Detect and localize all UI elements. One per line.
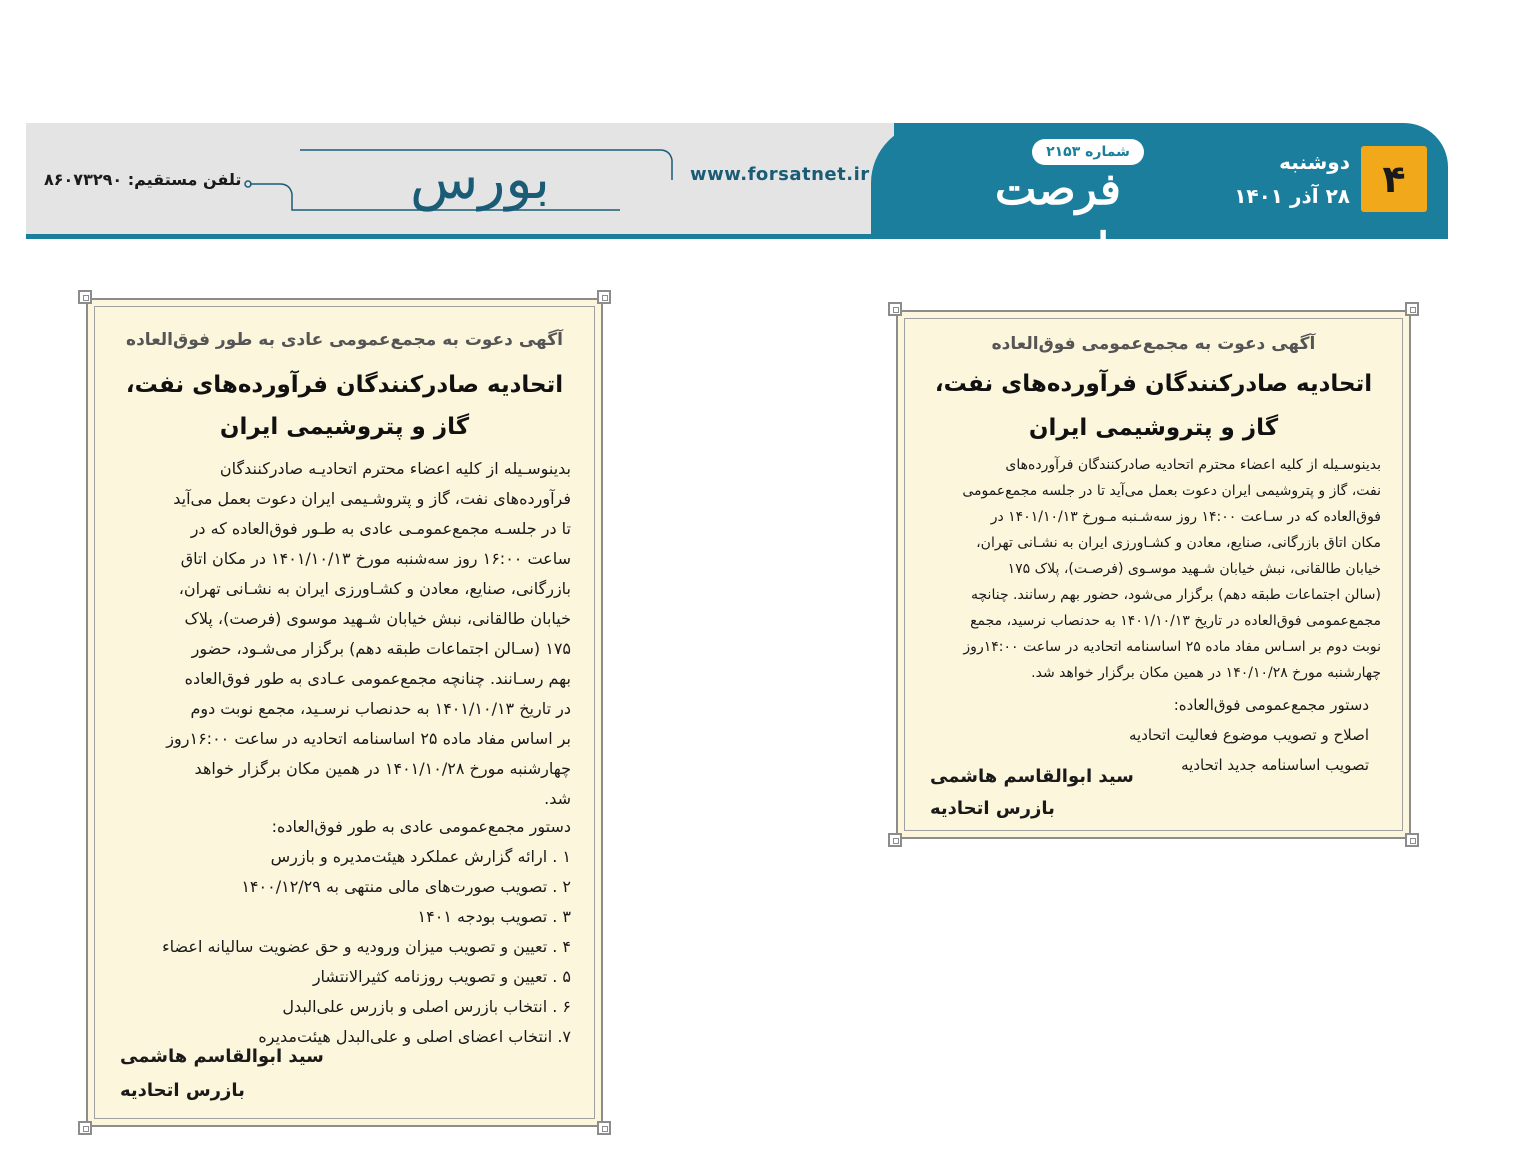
issue-number: شماره ۲۱۵۳	[1032, 139, 1144, 165]
agenda-item: ۶ . انتخاب بازرس اصلی و بازرس علی‌البدل	[282, 997, 571, 1016]
notice-title-line: گاز و پتروشیمی ایران	[219, 414, 470, 440]
signer-name: سید ابوالقاسم هاشمی	[120, 1046, 324, 1067]
notice-subtitle: آگهی دعوت به مجمع‌عمومی عادی به طور فوق‌العاده	[126, 330, 563, 350]
body-line: بدینوسـیله از کلیه اعضاء محترم اتحادیـه صادرکنندگان	[219, 459, 571, 478]
corner-ornament-icon	[597, 290, 611, 304]
agenda-item: ۳ . تصویب بودجه ۱۴۰۱	[417, 907, 571, 926]
body-line: فوق‌العاده که در سـاعت ۱۴:۰۰ روز سه‌شـنبه مـورخ ۱۴۰۱/۱۰/۱۳ در	[990, 509, 1381, 525]
notice-extraordinary-assembly	[896, 310, 1411, 839]
agenda-item: ۷. انتخاب اعضای اصلی و علی‌البدل هیئت‌مدیره	[258, 1027, 571, 1046]
issue-date: ۲۸ آذر ۱۴۰۱	[1234, 184, 1350, 208]
agenda-list	[116, 812, 571, 1052]
body-line: خیابان طالقانی، نبش خیابان شـهید موسـوی (فرصـت)، پلاک ۱۷۵	[1007, 561, 1381, 577]
body-line: شد.	[544, 789, 571, 808]
header-underline	[26, 234, 1448, 239]
notice-title	[918, 362, 1389, 450]
notice-title-line: اتحادیه صادرکنندگان فرآورده‌های نفت،	[934, 371, 1373, 397]
agenda-item: ۲ . تصویب صورت‌های مالی منتهی به ۱۴۰۰/۱۲/۲۹	[241, 877, 571, 896]
body-line: در تاریخ ۱۴۰۱/۱۰/۱۳ به حدنصاب نرسـید، مجمع نوبت دوم	[190, 699, 571, 718]
agenda-item: ۱ . ارائه گزارش عملکرد هیئت‌مدیره و بازرس	[270, 847, 571, 866]
body-line: بر اساس مفاد ماده ۲۵ اساسنامه اتحادیه در ساعت ۱۶:۰۰روز	[166, 729, 571, 748]
body-line: بدینوسـیله از کلیه اعضاء محترم اتحادیه صادرکنندگان فرآورده‌های	[1005, 457, 1381, 473]
body-line: مجمع‌عمومی فوق‌العاده در تاریخ ۱۴۰۱/۱۰/۱۳ به حدنصاب نرسید، مجمع	[970, 613, 1381, 629]
body-line: بازرگانی، صنایع، معادن و کشـاورزی ایران به نشـانی تهران،	[178, 579, 571, 598]
body-line: مکان اتاق بازرگانی، صنایع، معادن و کشـاورزی ایران به نشـانی تهران،	[976, 535, 1381, 551]
section-title: بورس	[410, 147, 550, 212]
notice-ordinary-assembly	[86, 298, 603, 1127]
signer-role: بازرس اتحادیه	[930, 798, 1055, 819]
body-line: فرآورده‌های نفت، گاز و پتروشـیمی ایران دعوت بعمل می‌آید	[173, 489, 571, 508]
body-line: بهم رسـانند. چنانچه مجمع‌عمومی عـادی به طور فوق‌العاده	[184, 669, 571, 688]
corner-ornament-icon	[1405, 833, 1419, 847]
corner-ornament-icon	[1405, 302, 1419, 316]
agenda-item: تصویب اساسنامه جدید اتحادیه	[1181, 756, 1369, 774]
direct-phone: تلفن مستقیم: ۸۶۰۷۳۲۹۰	[44, 170, 242, 189]
corner-ornament-icon	[888, 302, 902, 316]
website-link[interactable]: www.forsatnet.ir	[690, 164, 870, 185]
notice-body	[928, 452, 1381, 686]
body-line: نفت، گاز و پتروشیمی ایران دعوت بعمل می‌آید تا در جلسه مجمع‌عمومی	[962, 483, 1381, 499]
notice-title-line: گاز و پتروشیمی ایران	[1028, 415, 1279, 441]
body-line: چهارشنبه مورخ ۱۴۰/۱۰/۲۸ در همین مکان برگزار خواهد شد.	[1031, 665, 1381, 681]
agenda-item: ۵ . تعیین و تصویب روزنامه کثیرالانتشار	[312, 967, 571, 986]
body-line: چهارشنبه مورخ ۱۴۰۱/۱۰/۲۸ در همین مکان برگزار خواهد	[194, 759, 571, 778]
corner-ornament-icon	[78, 1121, 92, 1135]
agenda-title: دستور مجمع‌عمومی فوق‌العاده:	[1173, 696, 1369, 714]
weekday: دوشنبه	[1279, 150, 1350, 174]
corner-ornament-icon	[597, 1121, 611, 1135]
body-line: تا در جلسـه مجمع‌عمومـی عادی به طـور فوق‌العاده که در	[190, 519, 571, 538]
corner-ornament-icon	[78, 290, 92, 304]
page-number: ۴	[1361, 146, 1427, 212]
agenda-item: اصلاح و تصویب موضوع فعالیت اتحادیه	[1129, 726, 1369, 744]
notice-body	[116, 454, 571, 814]
body-line: ۱۷۵ (سـالن اجتماعات طبقه دهم) برگزار می‌شـود، حضور	[191, 639, 571, 658]
notice-title	[108, 364, 581, 448]
signer-role: بازرس اتحادیه	[120, 1080, 245, 1101]
newspaper-logo: فرصت امروز	[995, 164, 1121, 275]
agenda-item: ۴ . تعیین و تصویب میزان ورودیه و حق عضویت سالیانه اعضاء	[162, 937, 571, 956]
notice-subtitle: آگهی دعوت به مجمع‌عمومی فوق‌العاده	[991, 334, 1316, 354]
body-line: ساعت ۱۶:۰۰ روز سه‌شنبه مورخ ۱۴۰۱/۱۰/۱۳ در مکان اتاق	[180, 549, 571, 568]
notice-title-line: اتحادیه صادرکنندگان فرآورده‌های نفت،	[125, 372, 564, 398]
body-line: خیابان طالقانی، نبش خیابان شـهید موسوی (فرصت)، پلاک	[184, 609, 571, 628]
corner-ornament-icon	[888, 833, 902, 847]
body-line: نوبت دوم بر اسـاس مفاد ماده ۲۵ اساسنامه اتحادیه در ساعت ۱۴:۰۰روز	[963, 639, 1381, 655]
signer-name: سید ابوالقاسم هاشمی	[930, 766, 1134, 787]
agenda-title: دستور مجمع‌عمومی عادی به طور فوق‌العاده:	[271, 817, 571, 836]
body-line: (سالن اجتماعات طبقه دهم) برگزار می‌شود، حضور بهم رسانند. چنانچه	[971, 587, 1381, 603]
